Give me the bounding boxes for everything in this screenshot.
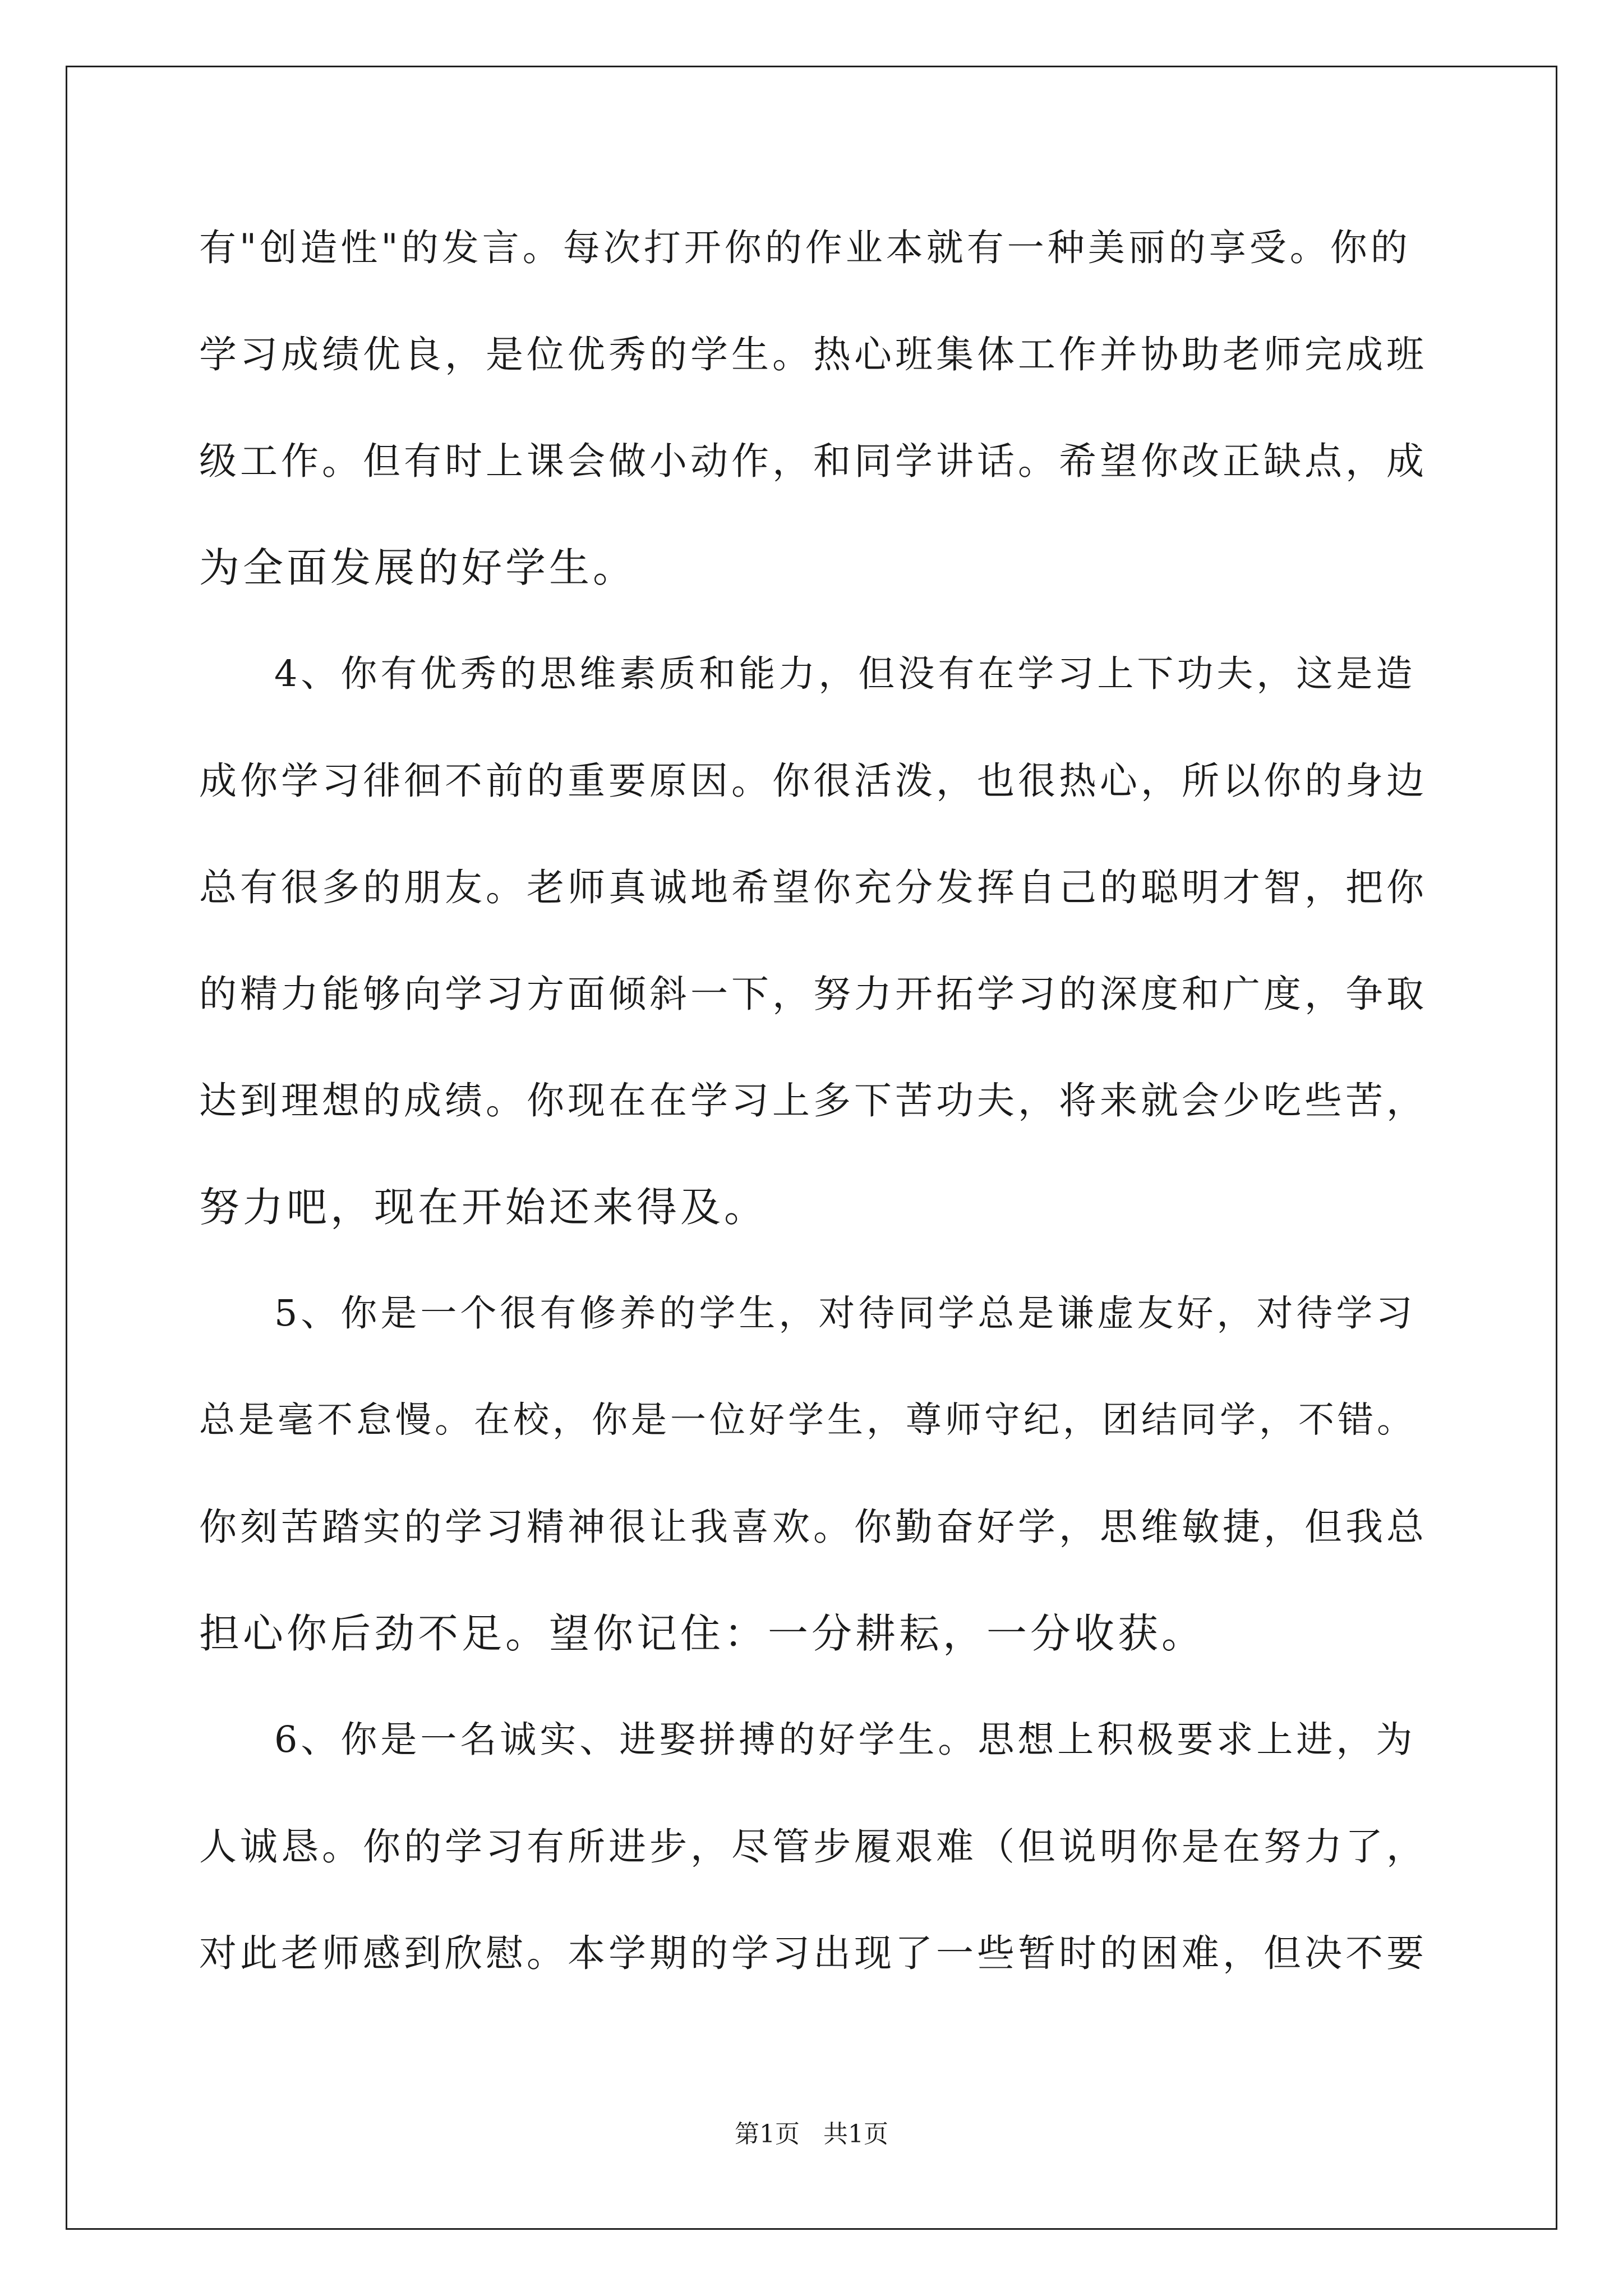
text-line: 有"创造性"的发言。每次打开你的作业本就有一种美丽的享受。你的 xyxy=(199,226,1411,269)
text-line: 担心你后劲不足。望你记住：一分耕耘，一分收获。 xyxy=(199,1610,1206,1657)
text-line: 人诚恳。你的学习有所进步，尽管步履艰难（但说明你是在努力了， xyxy=(199,1825,1427,1869)
text-line: 级工作。但有时上课会做小动作，和同学讲话。希望你改正缺点，成 xyxy=(199,439,1427,483)
text-line: 努力吧，现在开始还来得及。 xyxy=(199,1184,768,1231)
text-line: 达到理想的成绩。你现在在学习上多下苦功夫，将来就会少吃些苦， xyxy=(199,1079,1427,1122)
text-line: 学习成绩优良，是位优秀的学生。热心班集体工作并协助老师完成班 xyxy=(199,333,1427,376)
text-line: 的精力能够向学习方面倾斜一下，努力开拓学习的深度和广度，争取 xyxy=(199,972,1427,1016)
paragraph-first-line: 5、你是一个很有修养的学生，对待同学总是谦虚友好，对待学习 xyxy=(274,1292,1416,1335)
text-line: 总是毫不怠慢。在校，你是一位好学生，尊师守纪，团结同学，不错。 xyxy=(199,1400,1416,1441)
page-number-footer: 第1页 共1页 xyxy=(735,2120,888,2148)
text-line: 总有很多的朋友。老师真诚地希望你充分发挥自己的聪明才智，把你 xyxy=(199,866,1427,909)
page-border xyxy=(66,66,1557,2230)
paragraph-first-line: 6、你是一名诚实、进娶拼搏的好学生。思想上积极要求上进，为 xyxy=(274,1719,1416,1761)
text-line: 你刻苦踏实的学习精神很让我喜欢。你勤奋好学，思维敏捷，但我总 xyxy=(199,1505,1427,1549)
text-line: 成你学习徘徊不前的重要原因。你很活泼，也很热心，所以你的身边 xyxy=(199,759,1427,803)
text-line: 对此老师感到欣慰。本学期的学习出现了一些暂时的困难，但决不要 xyxy=(199,1931,1427,1975)
text-line: 为全面发展的好学生。 xyxy=(199,544,637,591)
paragraph-first-line: 4、你有优秀的思维素质和能力，但没有在学习上下功夫，这是造 xyxy=(274,653,1416,695)
